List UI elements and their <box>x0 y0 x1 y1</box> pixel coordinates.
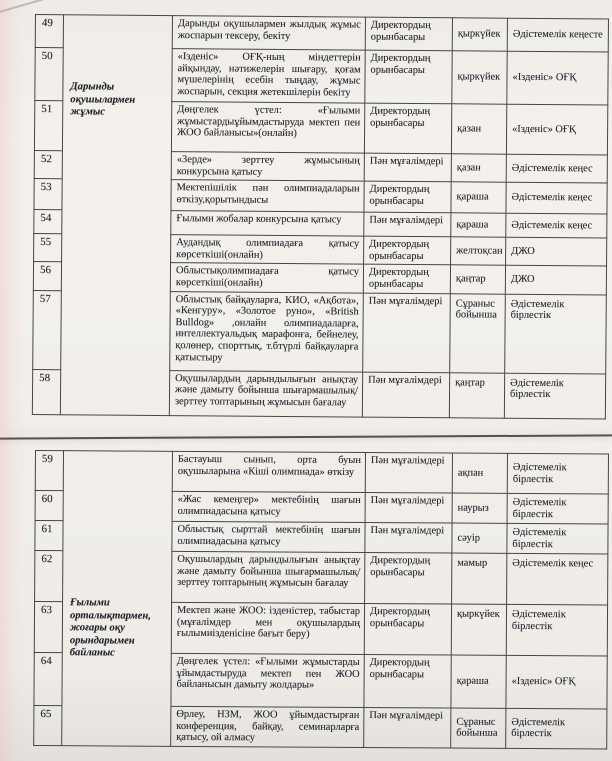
row-number-cell: 54 <box>34 210 62 234</box>
work-plan-table-rows-49-58 <box>32 14 609 419</box>
venue-cell: ДЖО <box>505 266 606 295</box>
venue-cell: Әдістемелік бірлестік <box>505 294 607 374</box>
responsible-cell: Пән мұғалімдері <box>365 453 452 494</box>
row-number-cell: 57 <box>33 290 62 369</box>
responsible-cell: Директордың орынбасары <box>364 655 451 709</box>
responsible-cell: Пән мұғалімдері <box>364 708 451 748</box>
plan-row <box>35 451 608 494</box>
row-number-cell: 50 <box>35 48 63 101</box>
month-cell: қараша <box>451 655 506 708</box>
responsible-cell: Директордың орынбасары <box>364 604 451 656</box>
month-cell: қаңтар <box>450 265 505 294</box>
row-number-cell: 64 <box>34 652 62 705</box>
venue-cell: Әдістемелік бірлестік <box>506 604 607 656</box>
row-number-cell: 55 <box>34 234 62 262</box>
venue-cell: Әдістемелік бірлестік <box>504 373 605 419</box>
activity-cell: Дөңгелек үстел: «Ғылыми жұмыстардыұйымдастыруда мектеп пен ЖОО байланысы»(онлайн) <box>171 102 364 154</box>
responsible-cell: Пән мұғалімдері <box>365 523 452 554</box>
row-number-cell: 63 <box>34 602 62 653</box>
activity-cell: Мектепішілік пән олимпиадаларын өткізу,қорытындысы <box>171 180 364 213</box>
activity-cell: Оқушылардың дарындылығын анықтау және дамыту бойынша шығармашылық/ зерттеу топтарының жұмысын бағалау <box>172 551 365 603</box>
section-label-cell: Дарынды оқушылармен жұмыс <box>60 15 172 415</box>
row-number-cell: 49 <box>35 15 63 48</box>
venue-cell: «Ізденіс» ОҒҚ <box>507 51 608 105</box>
row-number-cell: 65 <box>34 705 62 745</box>
month-cell: Сұраныс бойынша <box>451 708 506 748</box>
venue-cell: Әдістемелік бірлестік <box>507 493 608 524</box>
responsible-cell: Директордың орынбасары <box>364 103 451 154</box>
responsible-cell: Директордың орынбасары <box>365 17 452 51</box>
month-cell: желтоқсан <box>451 237 506 266</box>
responsible-cell: Пән мұғалімдері <box>365 493 452 524</box>
activity-cell: Аудандық олимпиадаға қатысу көрсеткіші(онлайн) <box>171 235 364 265</box>
activity-cell: Дөңгелек үстел: «Ғылыми жұмыстарды ұйымдастыруда мектеп пен ЖОО байланысын дамыту жолдары» <box>171 653 364 707</box>
month-cell: ақпан <box>452 453 507 493</box>
month-cell: қазан <box>451 154 506 183</box>
month-cell: қыркүйек <box>452 51 507 104</box>
page-separator-line <box>0 434 612 439</box>
activity-cell: Бастауыш сынып, орта буын оқушыларына «Кіші олимпиада» өткізу <box>172 451 365 492</box>
venue-cell: ДЖО <box>506 237 607 266</box>
activity-cell: Мектеп және ЖОО: ізденістер, табыстар (мұғалімдер мен оқушылардың ғылымиізденісіне бағыт беру) <box>171 602 364 654</box>
row-number-cell: 52 <box>34 150 62 178</box>
table-1-body <box>32 15 608 419</box>
venue-cell: Әдістемелік бірлестік <box>507 523 608 554</box>
row-number-cell: 51 <box>34 101 62 151</box>
activity-cell: Дарынды оқушылармен жылдық жұмыс жоспарын тексеру, бекіту <box>172 16 365 51</box>
activity-cell: «Ізденіс» ОҒҚ-ның міндеттерін айқындау, нәтижелерін шығару, қоғам мүшелерінің есебін тыңдау, жұмыс жоспарын, секция жетекшілерін бекіту <box>172 49 365 104</box>
month-cell: қаңтар <box>449 372 504 417</box>
responsible-cell: Директордың орынбасары <box>364 181 451 213</box>
venue-cell: Әдістемелік кеңес <box>506 154 607 183</box>
activity-cell: Облыстықолимпиадаға қатысу көрсеткіші(онлайн) <box>170 263 363 293</box>
venue-cell: «Ізденіс» ОҒҚ <box>506 655 607 709</box>
venue-cell: Әдістемелік кеңес <box>506 182 607 214</box>
activity-cell: Ғылыми жобалар конкурсына қатысу <box>171 211 364 237</box>
table-2-body <box>34 451 609 749</box>
month-cell: қараша <box>451 213 506 237</box>
plan-row <box>35 15 608 52</box>
activity-cell: «Жас кемеңгер» мектебінің шағын олимпиадасына қатысу <box>172 491 365 522</box>
month-cell: сәуір <box>452 523 507 553</box>
venue-cell: Әдістемелік кеңесте <box>507 18 608 52</box>
responsible-cell: Пән мұғалімдері <box>364 153 451 182</box>
venue-cell: «Ізденіс» ОҒҚ <box>506 104 607 155</box>
month-cell: қараша <box>451 182 506 213</box>
activity-cell: Оқушылардың дарындылығын анықтау және дамыту бойынша шығармашылық/ зерттеу топтарының жұмысын бағалау <box>169 370 362 417</box>
venue-cell: Әдістемелік бірлестік <box>507 453 608 494</box>
page-corner-edge <box>0 0 63 14</box>
row-number-cell: 60 <box>35 491 63 521</box>
month-cell: қазан <box>451 104 506 154</box>
row-number-cell: 59 <box>35 451 63 491</box>
venue-cell: Әдістемелік бірлестік <box>506 708 607 748</box>
month-cell: Сұраныс бойынша <box>450 293 506 372</box>
responsible-cell: Директордың орынбасары <box>365 553 452 605</box>
activity-cell: Облыстық байқауларға, КИО, «Ақбота», «Кенгуру», «Золотое руно», «British Bulldog» ,онлайн олимпиадаларға, интеллектуальдық марафонға, бейнелеу, қолөнер, спорттық, т.бтүрлі байқауларға қатыстыру <box>170 291 364 372</box>
responsible-cell: Директордың орынбасары <box>364 236 451 265</box>
month-cell: мамыр <box>452 553 507 604</box>
venue-cell: Әдістемелік кеңес <box>507 553 608 605</box>
row-number-cell: 61 <box>35 521 63 551</box>
work-plan-table-rows-59-65 <box>33 450 609 749</box>
activity-cell: «Зерде» зерттеу жұмысының конкурсына қатысу <box>171 152 364 182</box>
responsible-cell: Директордың орынбасары <box>363 264 450 293</box>
venue-cell: Әдістемелік кеңес <box>506 213 607 238</box>
activity-cell: Өрлеу, НЗМ, ЖОО ұйымдастырған конференция, байқау, семинарларға қатысу, ой алмасу <box>171 706 364 747</box>
month-cell: қыркүйек <box>452 18 507 51</box>
responsible-cell: Директордың орынбасары <box>365 50 452 104</box>
row-number-cell: 62 <box>35 551 63 602</box>
row-number-cell: 58 <box>32 369 60 414</box>
month-cell: наурыз <box>452 493 507 523</box>
responsible-cell: Пән мұғалімдері <box>362 372 449 418</box>
month-cell: қыркүйек <box>451 604 506 655</box>
responsible-cell: Пән мұғалімдері <box>363 293 451 373</box>
row-number-cell: 56 <box>33 262 61 290</box>
activity-cell: Облыстық сырттай мектебінің шағын олимпиадасына қатысу <box>172 521 365 552</box>
row-number-cell: 53 <box>34 179 62 210</box>
section-label-cell: Ғылыми орталықтармен, жоғары оқу орындарымен байланыс <box>62 451 173 746</box>
responsible-cell: Пән мұғалімдері <box>364 212 451 237</box>
